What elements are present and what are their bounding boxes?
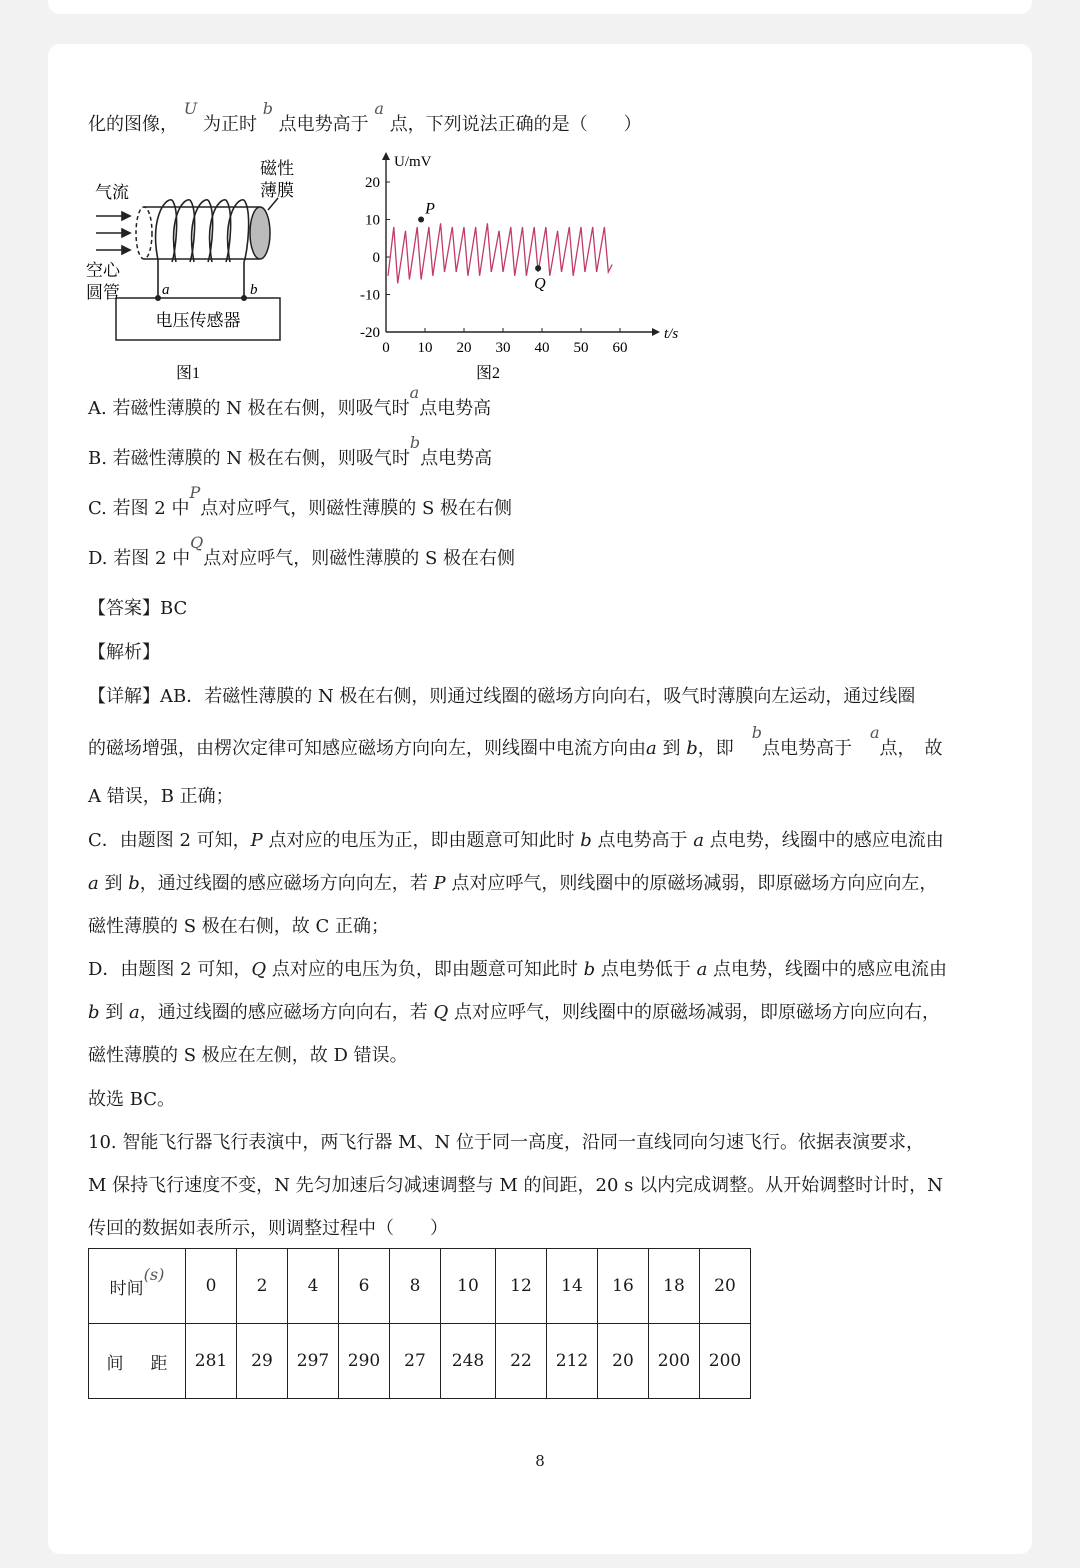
detail-D-line-1 bbox=[88, 957, 947, 983]
text: C．由题图 2 可知， bbox=[88, 830, 251, 851]
y-tick-label: -20 bbox=[360, 325, 380, 341]
page-number: 8 bbox=[535, 1452, 545, 1470]
x-tick-label: 20 bbox=[456, 340, 472, 356]
text: ，通过线圈的感应磁场方向向左，若 bbox=[139, 873, 428, 894]
detail-C-line-1 bbox=[88, 828, 944, 854]
film-label-1: 磁性 bbox=[260, 159, 294, 178]
option-B bbox=[88, 433, 493, 472]
airflow-label: 气流 bbox=[95, 183, 129, 202]
detail-line-3: A 错误，B 正确； bbox=[88, 786, 234, 807]
text: 到 bbox=[105, 1002, 124, 1023]
var-P: P bbox=[433, 873, 446, 894]
x-tick-label: 10 bbox=[417, 340, 433, 356]
intro-text: 点电势高于 bbox=[278, 114, 369, 135]
coil bbox=[156, 200, 249, 298]
time-cell: 8 bbox=[390, 1249, 441, 1324]
var-a: a bbox=[869, 723, 880, 742]
x-axis-arrow bbox=[652, 328, 660, 336]
x-tick-label: 30 bbox=[495, 340, 511, 356]
table-row-distance bbox=[89, 1324, 751, 1399]
distance-cell: 248 bbox=[441, 1324, 496, 1399]
distance-cell: 29 bbox=[237, 1324, 288, 1399]
tube-label-2: 圆管 bbox=[86, 283, 120, 302]
time-cell: 10 bbox=[441, 1249, 496, 1324]
var-b: b bbox=[580, 830, 592, 851]
text: ，通过线圈的感应磁场方向向右，若 bbox=[139, 1002, 428, 1023]
marker-P-dot bbox=[418, 217, 424, 223]
time-cell: 0 bbox=[186, 1249, 237, 1324]
detail-D-line-3: 磁性薄膜的 S 极应在左侧，故 D 错误。 bbox=[88, 1045, 408, 1066]
text: 点对应呼气，则线圈中的原磁场减弱，即原磁场方向应向左， bbox=[451, 873, 938, 894]
detail-line-2 bbox=[88, 723, 943, 762]
text: ，即 bbox=[697, 738, 734, 759]
airflow-arrows bbox=[96, 212, 130, 254]
intro-text: 为正时 bbox=[202, 114, 257, 135]
voltage-trace bbox=[388, 223, 612, 283]
text: 点对应呼气，则线圈中的原磁场减弱，即原磁场方向应向右， bbox=[453, 1002, 940, 1023]
var-U: U bbox=[183, 99, 198, 118]
option-D bbox=[88, 533, 516, 572]
var-Q: Q bbox=[433, 1002, 449, 1023]
final-answer-line: 故选 BC。 bbox=[88, 1089, 176, 1110]
text: 的磁场增强，由楞次定律可知感应磁场方向向左，则线圈中电流方向由 bbox=[88, 738, 646, 759]
time-cell: 12 bbox=[496, 1249, 547, 1324]
x-tick-label: 50 bbox=[573, 340, 589, 356]
figure-2-voltage-chart bbox=[350, 150, 690, 390]
var-a: a bbox=[374, 99, 384, 118]
figure-1-caption: 图1 bbox=[175, 365, 201, 382]
distance-cell: 212 bbox=[547, 1324, 598, 1399]
option-A-text: A. 若磁性薄膜的 N 极在右侧，则吸气时 bbox=[88, 398, 410, 419]
option-D-text-end: 点对应呼气，则磁性薄膜的 S 极在右侧 bbox=[203, 548, 516, 569]
detail-D-line-2 bbox=[88, 1000, 940, 1026]
option-C-text: C. 若图 2 中 bbox=[88, 498, 190, 519]
text: 点电势，线圈中的感应电流由 bbox=[709, 830, 944, 851]
distance-header-cell bbox=[89, 1324, 186, 1399]
distance-header-a: 间 bbox=[106, 1353, 124, 1374]
option-C-text-end: 点对应呼气，则磁性薄膜的 S 极在右侧 bbox=[200, 498, 513, 519]
var-a: a bbox=[129, 1002, 140, 1023]
marker-Q-dot bbox=[535, 265, 541, 271]
detail-C-line-3: 磁性薄膜的 S 极在右侧，故 C 正确； bbox=[88, 916, 389, 937]
option-A bbox=[88, 383, 492, 422]
option-B-var: b bbox=[409, 433, 421, 452]
var-a: a bbox=[646, 738, 657, 759]
text: D．由题图 2 可知， bbox=[88, 959, 252, 980]
distance-cell: 20 bbox=[598, 1324, 649, 1399]
y-tick-label: 10 bbox=[365, 212, 380, 229]
text: 点对应的电压为正，即由题意可知此时 bbox=[268, 830, 575, 851]
distance-header-b: 距 bbox=[150, 1353, 168, 1374]
time-cell: 2 bbox=[237, 1249, 288, 1324]
text: 点电势高于 bbox=[761, 738, 852, 759]
q10-line-3: 传回的数据如表所示，则调整过程中（ ） bbox=[88, 1218, 448, 1239]
text: 点， 故 bbox=[879, 738, 943, 759]
chart-series bbox=[388, 223, 612, 283]
time-cell: 18 bbox=[649, 1249, 700, 1324]
time-header-cell bbox=[89, 1249, 186, 1324]
time-cell: 6 bbox=[339, 1249, 390, 1324]
detail-C-line-2 bbox=[88, 871, 937, 897]
intro-text: 化的图像， bbox=[88, 114, 178, 135]
x-tick-label: 40 bbox=[534, 340, 550, 356]
x-tick-label: 60 bbox=[612, 340, 628, 356]
table-row-time bbox=[89, 1249, 751, 1324]
analysis-heading: 【解析】 bbox=[88, 642, 160, 663]
time-cell: 4 bbox=[288, 1249, 339, 1324]
figure-2-caption: 图2 bbox=[475, 365, 501, 382]
detail-line-1: 【详解】AB．若磁性薄膜的 N 极在右侧，则通过线圈的磁场方向向右，吸气时薄膜向左运动，通过线圈 bbox=[88, 686, 916, 707]
var-a: a bbox=[696, 959, 708, 980]
distance-cell: 22 bbox=[496, 1324, 547, 1399]
option-C bbox=[88, 483, 513, 522]
text: 点电势高于 bbox=[597, 830, 688, 851]
option-B-text-end: 点电势高 bbox=[420, 448, 493, 469]
var-b: b bbox=[262, 99, 273, 118]
point-b-label: b bbox=[250, 282, 258, 298]
var-b: b bbox=[128, 873, 140, 894]
var-Q: Q bbox=[251, 959, 267, 980]
marker-P-label: P bbox=[425, 200, 435, 218]
answer: 【答案】BC bbox=[88, 598, 188, 619]
chart-axes bbox=[382, 152, 660, 336]
distance-cell: 200 bbox=[649, 1324, 700, 1399]
y-tick-label: 0 bbox=[372, 250, 380, 266]
var-a: a bbox=[88, 873, 99, 894]
option-C-var: P bbox=[189, 483, 201, 502]
var-b: b bbox=[686, 738, 698, 759]
text: 到 bbox=[104, 873, 123, 894]
option-D-text: D. 若图 2 中 bbox=[88, 548, 191, 569]
text: 点电势低于 bbox=[600, 959, 691, 980]
data-table bbox=[88, 1248, 751, 1399]
distance-cell: 297 bbox=[288, 1324, 339, 1399]
time-header: 时间 bbox=[109, 1278, 144, 1299]
hollow-tube bbox=[136, 198, 278, 259]
time-cell: 16 bbox=[598, 1249, 649, 1324]
option-D-var: Q bbox=[190, 533, 204, 552]
option-A-var: a bbox=[409, 383, 420, 402]
text: 点对应的电压为负，即由题意可知此时 bbox=[271, 959, 578, 980]
x-tick-label: 0 bbox=[382, 340, 390, 356]
time-cell: 14 bbox=[547, 1249, 598, 1324]
distance-cell: 200 bbox=[700, 1324, 751, 1399]
tube-label-1: 空心 bbox=[86, 261, 120, 280]
intro-text: 点，下列说法正确的是（ ） bbox=[389, 114, 642, 135]
option-A-text-end: 点电势高 bbox=[419, 398, 492, 419]
option-B-text: B. 若磁性薄膜的 N 极在右侧，则吸气时 bbox=[88, 448, 410, 469]
y-axis-arrow bbox=[382, 152, 390, 160]
figure-1-coil-diagram bbox=[80, 150, 320, 390]
y-tick-label: 20 bbox=[365, 175, 380, 191]
y-axis-label: U/mV bbox=[394, 154, 432, 170]
previous-page-card bbox=[48, 0, 1032, 14]
film-label-2: 薄膜 bbox=[260, 181, 294, 200]
point-a-label: a bbox=[162, 282, 170, 298]
var-P: P bbox=[250, 830, 263, 851]
distance-cell: 281 bbox=[186, 1324, 237, 1399]
marker-Q-label: Q bbox=[534, 275, 546, 293]
var-b: b bbox=[583, 959, 596, 980]
q10-line-1: 10. 智能飞行器飞行表演中，两飞行器 M、N 位于同一高度，沿同一直线同向匀速飞行。依据表演要求， bbox=[88, 1132, 924, 1153]
time-cell: 20 bbox=[700, 1249, 751, 1324]
var-a: a bbox=[693, 830, 704, 851]
voltage-sensor-label: 电压传感器 bbox=[155, 311, 241, 330]
intro-line bbox=[88, 99, 642, 138]
x-axis-label: t/s bbox=[664, 326, 679, 342]
distance-cell: 27 bbox=[390, 1324, 441, 1399]
q10-line-2: M 保持飞行速度不变，N 先匀加速后匀减速调整与 M 的间距，20 s 以内完成调整。从开始调整时计时，N bbox=[88, 1175, 943, 1196]
text: 到 bbox=[662, 738, 681, 759]
distance-cell: 290 bbox=[339, 1324, 390, 1399]
var-b: b bbox=[751, 723, 762, 742]
text: 点电势，线圈中的感应电流由 bbox=[713, 959, 948, 980]
y-tick-label: -10 bbox=[360, 287, 380, 304]
var-b: b bbox=[88, 1002, 100, 1023]
time-unit: (s) bbox=[143, 1264, 165, 1284]
